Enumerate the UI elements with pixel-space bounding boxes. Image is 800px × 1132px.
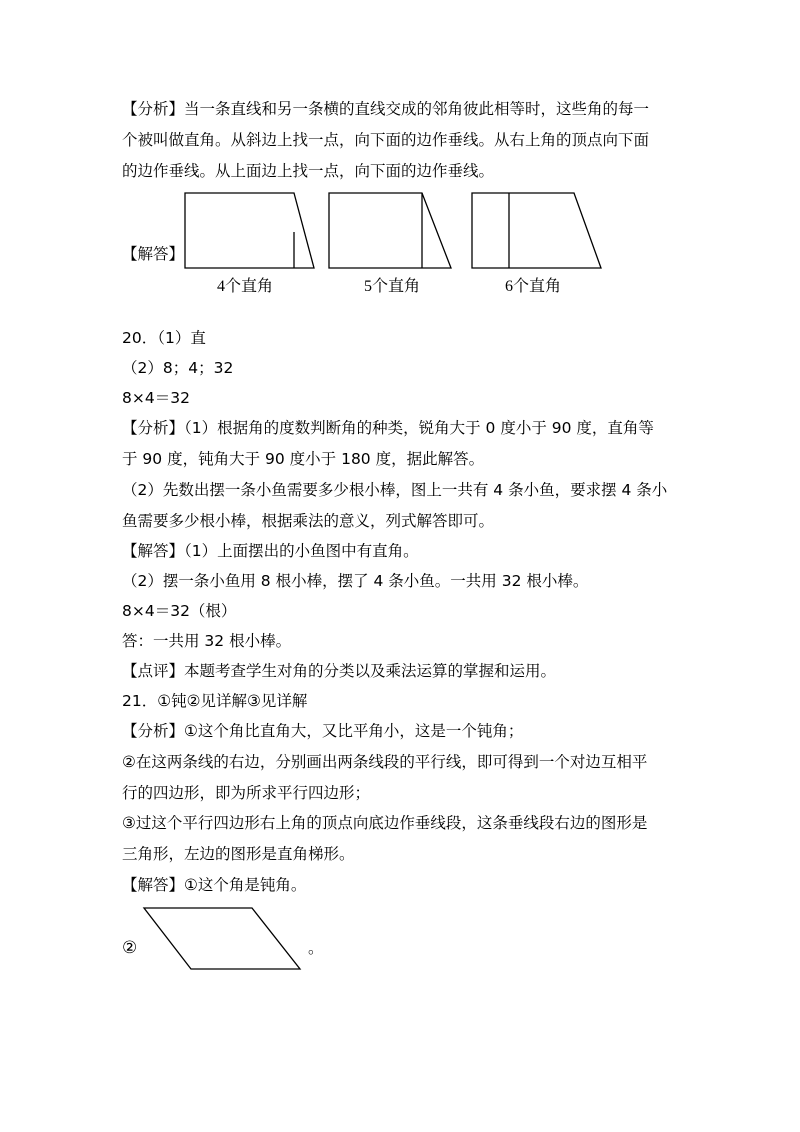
figure-1-caption: 4个直角 bbox=[217, 278, 274, 295]
q21-figure-end-mark: 。 bbox=[308, 939, 324, 957]
trapezoid-outline bbox=[329, 193, 451, 268]
q21-figure-label: ② bbox=[122, 938, 138, 958]
figure-trapezoid-4-right-angles bbox=[184, 192, 316, 269]
q21-answer: 21．①钝②见详解③见详解 bbox=[122, 692, 308, 710]
q19-analysis-line-3: 的边作垂线。从上面边上找一点，向下面的边作垂线。 bbox=[122, 162, 495, 180]
figure-trapezoid-6-right-angles bbox=[471, 192, 603, 269]
q20-analysis-line-3: （2）先数出摆一条小鱼需要多少根小棒，图上一共有 4 条小鱼，要求摆 4 条小 bbox=[122, 481, 668, 499]
q20-solution-line-2: （2）摆一条小鱼用 8 根小棒，摆了 4 条小鱼。一共用 32 根小棒。 bbox=[122, 572, 589, 590]
q20-analysis-line-4: 鱼需要多少根小棒，根据乘法的意义，列式解答即可。 bbox=[122, 512, 495, 530]
figure-3-caption: 6个直角 bbox=[505, 278, 562, 295]
q20-equation: 8×4＝32 bbox=[122, 389, 190, 407]
q19-analysis-line-1: 【分析】当一条直线和另一条横的直线交成的邻角彼此相等时，这些角的每一 bbox=[122, 100, 650, 118]
trapezoid-outline bbox=[472, 193, 601, 268]
q21-analysis-line-5: 三角形，左边的图形是直角梯形。 bbox=[122, 845, 355, 863]
figure-parallelogram bbox=[143, 907, 303, 971]
q20-comment: 【点评】本题考查学生对角的分类以及乘法运算的掌握和运用。 bbox=[122, 662, 557, 680]
q20-solution-line-3: 8×4＝32（根） bbox=[122, 602, 237, 620]
q20-solution-line-4: 答：一共用 32 根小棒。 bbox=[122, 632, 292, 650]
q21-analysis-line-2: ②在这两条线的右边，分别画出两条线段的平行线，即可得到一个对边互相平 bbox=[122, 753, 648, 771]
q20-answer-2: （2）8；4；32 bbox=[122, 359, 234, 377]
q20-analysis-line-2: 于 90 度，钝角大于 90 度小于 180 度，据此解答。 bbox=[122, 450, 485, 468]
q21-analysis-line-4: ③过这个平行四边形右上角的顶点向底边作垂线段，这条垂线段右边的图形是 bbox=[122, 814, 648, 832]
q21-solution-line-1: 【解答】①这个角是钝角。 bbox=[122, 876, 307, 894]
q20-solution-line-1: 【解答】（1）上面摆出的小鱼图中有直角。 bbox=[122, 542, 419, 560]
figure-trapezoid-5-right-angles bbox=[328, 192, 460, 269]
q19-answer-label: 【解答】 bbox=[122, 245, 185, 263]
parallelogram-outline bbox=[144, 908, 300, 969]
q19-analysis-line-2: 个被叫做直角。从斜边上找一点，向下面的边作垂线。从右上角的顶点向下面 bbox=[122, 131, 650, 149]
q20-analysis-line-1: 【分析】（1）根据角的度数判断角的种类，锐角大于 0 度小于 90 度，直角等 bbox=[122, 419, 654, 437]
figure-2-caption: 5个直角 bbox=[364, 278, 421, 295]
q20-answer-1: 20．（1）直 bbox=[122, 329, 206, 347]
q21-analysis-line-1: 【分析】①这个角比直角大，又比平角小，这是一个钝角； bbox=[122, 722, 524, 740]
q21-analysis-line-3: 行的四边形，即为所求平行四边形； bbox=[122, 784, 371, 802]
